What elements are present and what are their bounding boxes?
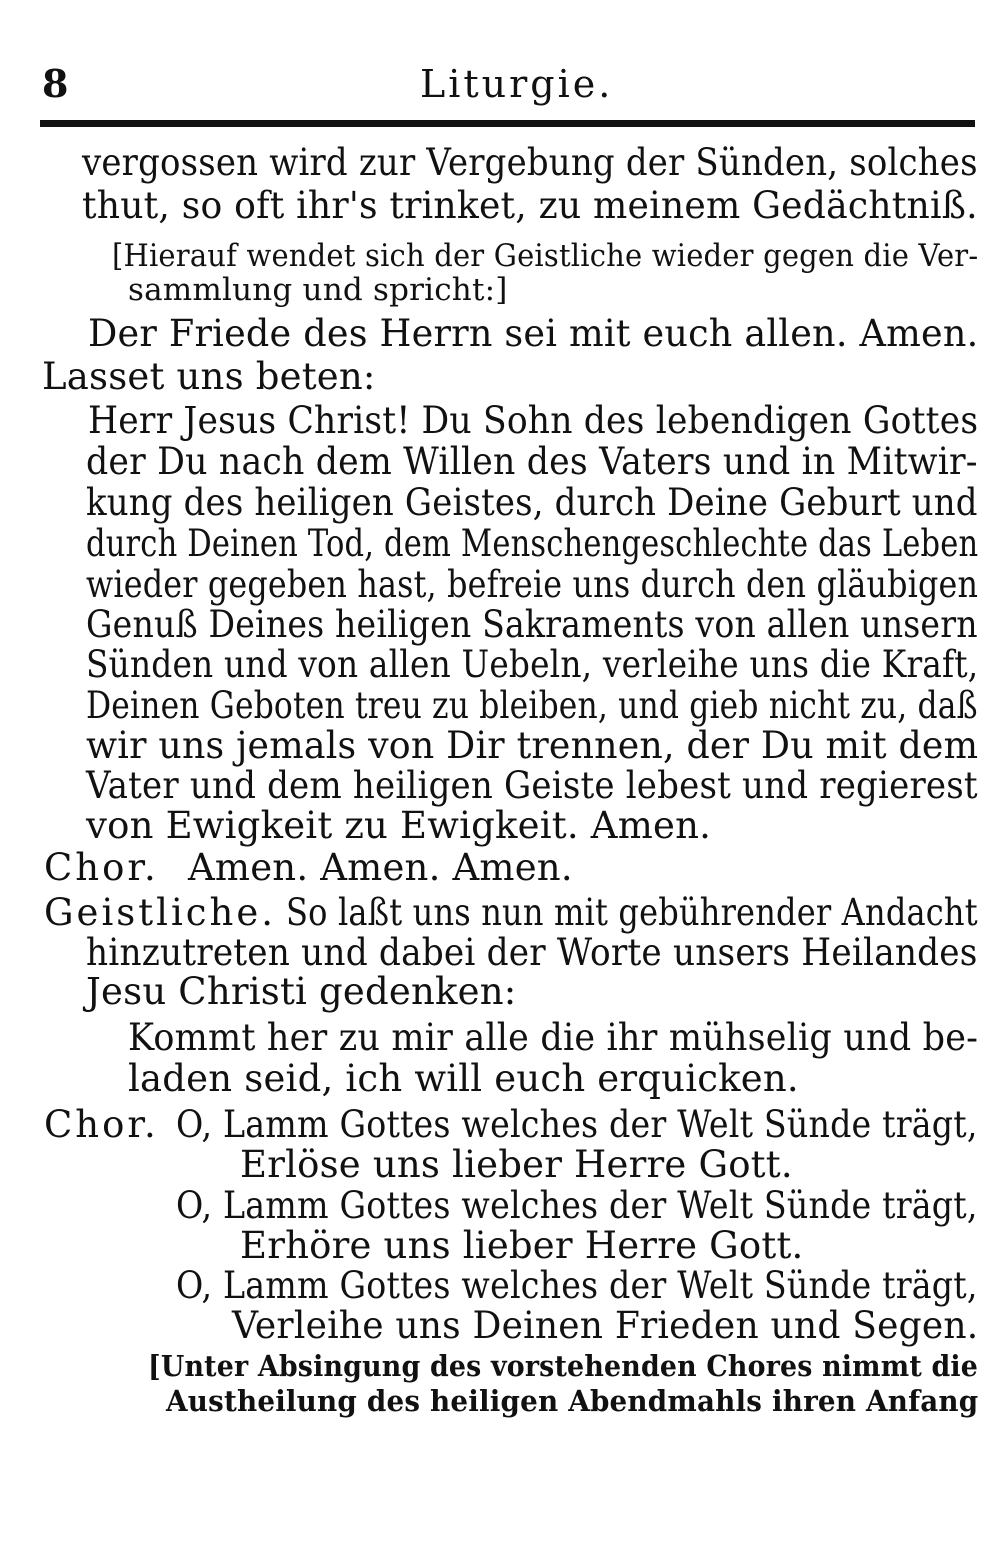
prayer-line: Genuß Deines heiligen Sakraments von allen unsern: [86, 603, 978, 646]
prayer-line: Vater und dem heiligen Geiste lebest und regierest: [86, 764, 978, 807]
running-title: Liturgie.: [420, 62, 614, 106]
prayer-line: der Du nach dem Willen des Vaters und in Mitwir-: [86, 440, 978, 483]
rubric-line: [Unter Absingung des vorstehenden Chores nimmt die: [148, 1349, 979, 1383]
text-line: Der Friede des Herrn sei mit euch allen. Amen.: [88, 312, 979, 355]
page-number: 8: [42, 61, 69, 106]
verse-line: O, Lamm Gottes welches der Welt Sünde trägt,: [176, 1184, 978, 1227]
rubric-line: Austheilung des heiligen Abendmahls ihren Anfang: [166, 1384, 979, 1418]
quote-line: laden seid, ich will euch erquicken.: [128, 1057, 799, 1100]
header-rule: [40, 120, 975, 127]
prayer-line: wieder gegeben hast, befreie uns durch den gläubigen: [86, 563, 979, 606]
verse-line: Erhöre uns lieber Herre Gott.: [240, 1224, 804, 1267]
prayer-line: Herr Jesus Christ! Du Sohn des lebendigen Gottes: [88, 399, 979, 442]
prayer-line: Deinen Geboten treu zu bleiben, und gieb nicht zu, daß: [86, 684, 978, 727]
verse-line: Erlöse uns lieber Herre Gott.: [240, 1143, 793, 1186]
verse-line: O, Lamm Gottes welches der Welt Sünde trägt,: [176, 1264, 978, 1307]
prayer-line: von Ewigkeit zu Ewigkeit. Amen.: [86, 804, 712, 847]
prayer-line: Sünden und von allen Uebeln, verleihe uns die Kraft,: [86, 643, 979, 686]
prayer-line: kung des heiligen Geistes, durch Deine Geburt und: [86, 481, 978, 524]
prayer-line: wir uns jemals von Dir trennen, der Du mit dem: [86, 724, 979, 767]
prayer-line: durch Deinen Tod, dem Menschengeschlechte das Leben: [86, 522, 979, 565]
text-line: Lasset uns beten:: [42, 355, 376, 398]
speaker-label: Chor.: [44, 846, 159, 889]
verse-line: O, Lamm Gottes welches der Welt Sünde trägt,: [176, 1103, 978, 1146]
text-line: hinzutreten und dabei der Worte unsers Heilandes: [86, 931, 978, 974]
response-line: Amen. Amen. Amen.: [188, 846, 573, 889]
text-line: vergossen wird zur Vergebung der Sünden, solches: [82, 141, 978, 184]
text-line: So laßt uns nun mit gebührender Andacht: [286, 891, 978, 934]
speaker-label: Chor.: [44, 1103, 159, 1146]
quote-line: Kommt her zu mir alle die ihr mühselig und be-: [128, 1016, 979, 1059]
speaker-label: Geistliche.: [44, 891, 277, 934]
rubric-line: [Hierauf wendet sich der Geistliche wieder gegen die Ver-: [112, 238, 979, 274]
verse-line: Verleihe uns Deinen Frieden und Segen.: [232, 1304, 979, 1347]
rubric-line: sammlung und spricht:]: [128, 272, 508, 308]
text-line: Jesu Christi gedenken:: [86, 970, 517, 1013]
text-line: thut, so oft ihr's trinket, zu meinem Gedächtniß.: [82, 184, 978, 227]
